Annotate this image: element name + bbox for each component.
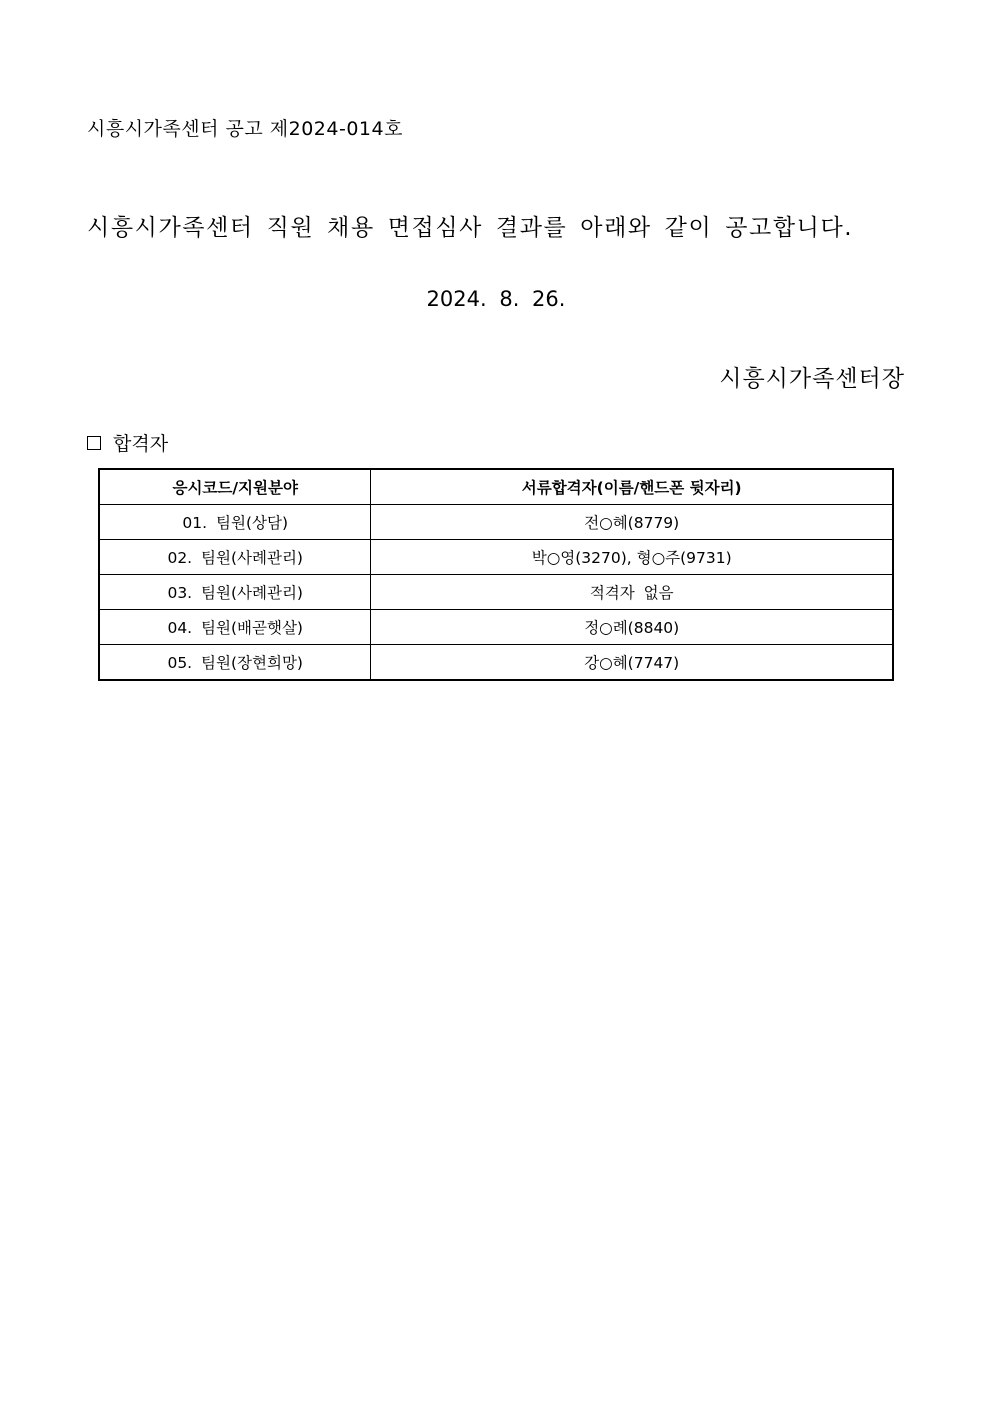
notice-number: 시흥시가족센터 공고 제2024-014호 — [87, 118, 403, 140]
table-row — [99, 505, 893, 540]
table-row — [99, 540, 893, 575]
header-result: 서류합격자(이름/핸드폰 뒷자리) — [371, 469, 893, 505]
row-code: 05. 팀원(장현희망) — [99, 645, 371, 681]
notice-date: 2024. 8. 26. — [426, 287, 566, 311]
row-result: 전○혜(8779) — [371, 505, 893, 540]
row-code: 02. 팀원(사례관리) — [99, 540, 371, 575]
results-table — [98, 468, 894, 681]
row-code: 04. 팀원(배곧햇살) — [99, 610, 371, 645]
row-result: 적격자 없음 — [371, 575, 893, 610]
row-result: 박○영(3270), 형○주(9731) — [371, 540, 893, 575]
header-code: 응시코드/지원분야 — [99, 469, 371, 505]
section-heading — [87, 429, 168, 456]
table-row — [99, 575, 893, 610]
section-heading-label: 합격자 — [113, 433, 169, 455]
row-code: 03. 팀원(사례관리) — [99, 575, 371, 610]
issuer-name: 시흥시가족센터장 — [719, 366, 905, 392]
row-code: 01. 팀원(상담) — [99, 505, 371, 540]
notice-statement: 시흥시가족센터 직원 채용 면접심사 결과를 아래와 같이 공고합니다. — [87, 215, 854, 241]
table-row — [99, 645, 893, 681]
row-result: 정○례(8840) — [371, 610, 893, 645]
table-header-row — [99, 469, 893, 505]
square-bullet-icon — [87, 436, 101, 450]
table-row — [99, 610, 893, 645]
row-result: 강○혜(7747) — [371, 645, 893, 681]
